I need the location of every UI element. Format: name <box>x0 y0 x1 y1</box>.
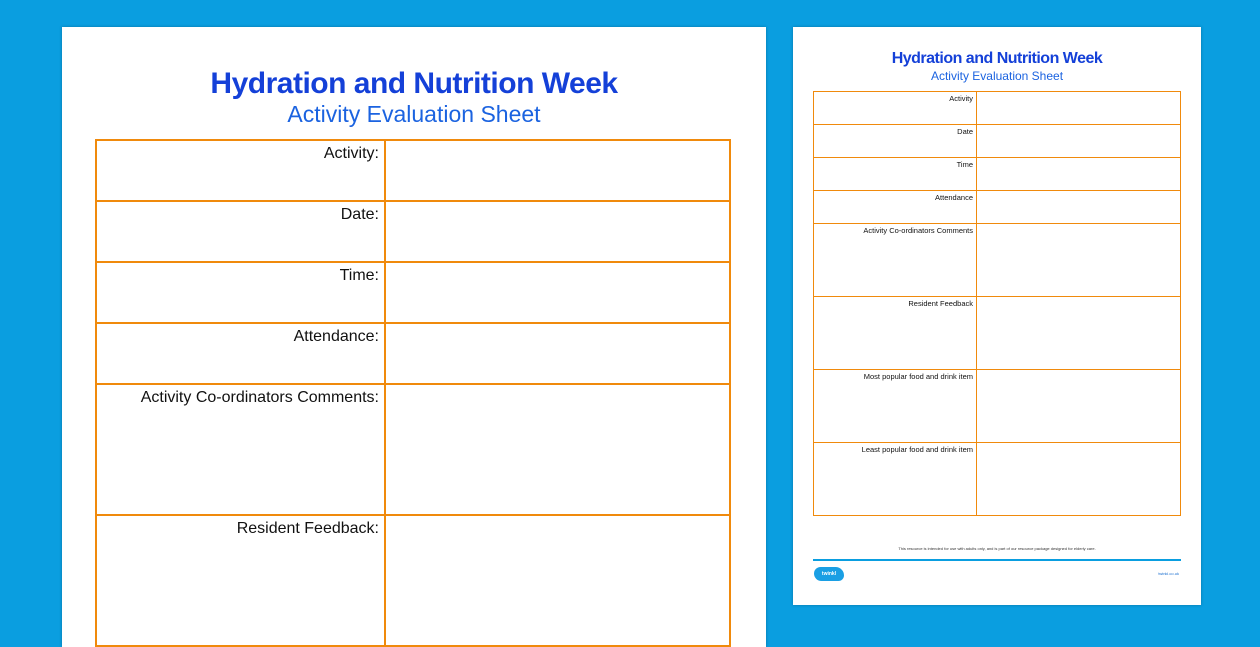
form-row-date <box>96 201 730 262</box>
field-label: Resident Feedback: <box>96 515 385 646</box>
form-row-time <box>814 158 1181 191</box>
date-field[interactable] <box>977 125 1181 158</box>
attendance-field[interactable] <box>385 323 730 384</box>
form-row-most-popular <box>814 370 1181 443</box>
form-row-least-popular <box>814 443 1181 516</box>
form-row-activity <box>814 92 1181 125</box>
most-popular-field[interactable] <box>977 370 1181 443</box>
evaluation-form-table <box>813 91 1181 516</box>
footer-divider <box>813 559 1181 561</box>
evaluation-form-table <box>95 139 731 647</box>
activity-field[interactable] <box>977 92 1181 125</box>
field-label: Date: <box>96 201 385 262</box>
field-label: Activity <box>814 92 977 125</box>
feedback-field[interactable] <box>977 297 1181 370</box>
form-row-activity <box>96 140 730 201</box>
form-row-attendance <box>814 191 1181 224</box>
field-label: Attendance <box>814 191 977 224</box>
comments-field[interactable] <box>385 384 730 515</box>
form-row-comments <box>96 384 730 515</box>
sheet-subtitle: Activity Evaluation Sheet <box>287 101 541 127</box>
field-label: Activity Co-ordinators Comments: <box>96 384 385 515</box>
evaluation-sheet-small <box>793 27 1201 605</box>
form-row-attendance <box>96 323 730 384</box>
form-row-date <box>814 125 1181 158</box>
comments-field[interactable] <box>977 224 1181 297</box>
field-label: Date <box>814 125 977 158</box>
twinkl-logo: twinkl <box>814 567 844 581</box>
activity-field[interactable] <box>385 140 730 201</box>
sheet-title: Hydration and Nutrition Week <box>210 67 618 100</box>
time-field[interactable] <box>977 158 1181 191</box>
evaluation-sheet-large <box>62 27 766 647</box>
form-row-time <box>96 262 730 323</box>
form-row-comments <box>814 224 1181 297</box>
field-label: Least popular food and drink item <box>814 443 977 516</box>
footer-url: twinkl.co.uk <box>1158 571 1179 576</box>
field-label: Time <box>814 158 977 191</box>
field-label: Activity Co-ordinators Comments <box>814 224 977 297</box>
attendance-field[interactable] <box>977 191 1181 224</box>
field-label: Attendance: <box>96 323 385 384</box>
feedback-field[interactable] <box>385 515 730 646</box>
footer-note: This resource is intended for use with adults only, and is part of our resource package designed for elderly care. <box>898 546 1096 551</box>
date-field[interactable] <box>385 201 730 262</box>
field-label: Activity: <box>96 140 385 201</box>
sheet-subtitle: Activity Evaluation Sheet <box>930 69 1064 83</box>
field-label: Time: <box>96 262 385 323</box>
least-popular-field[interactable] <box>977 443 1181 516</box>
time-field[interactable] <box>385 262 730 323</box>
form-row-feedback <box>96 515 730 646</box>
field-label: Most popular food and drink item <box>814 370 977 443</box>
sheet-title: Hydration and Nutrition Week <box>891 50 1103 67</box>
field-label: Resident Feedback <box>814 297 977 370</box>
form-row-feedback <box>814 297 1181 370</box>
